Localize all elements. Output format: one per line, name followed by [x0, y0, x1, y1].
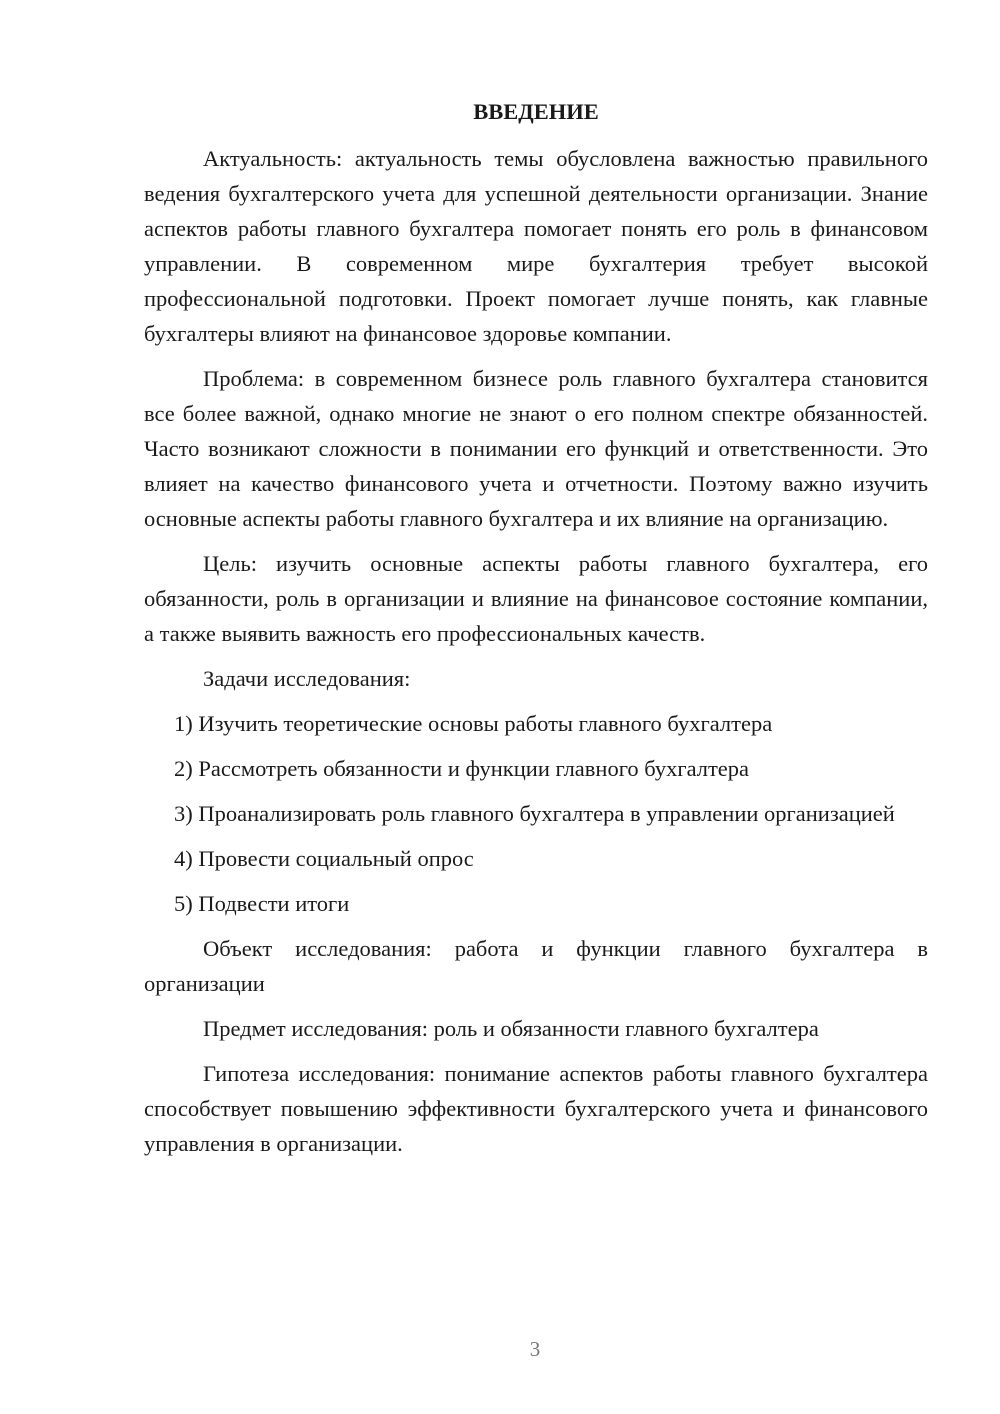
- task-item-4: 4) Провести социальный опрос: [174, 846, 474, 871]
- tasks-heading: Задачи исследования:: [203, 666, 411, 691]
- paragraph-relevance: Актуальность: актуальность темы обусловлена важностью правильного ведения бухгалтерского учета для успешной деятельности организации. Знание аспектов работы главного бухгалтера помогает понять его роль в финансовом управлении. В современном мире бухгалтерия требует высокой профессиональной подготовки. Проект помогает лучше понять, как главные бухгалтеры влияют на финансовое здоровье компании.: [144, 146, 928, 346]
- task-item-1: 1) Изучить теоретические основы работы главного бухгалтера: [174, 711, 773, 736]
- page-title: ВВЕДЕНИЕ: [473, 99, 599, 124]
- paragraph-problem: Проблема: в современном бизнесе роль главного бухгалтера становится все более важной, однако многие не знают о его полном спектре обязанностей. Часто возникают сложности в понимании его функций и ответственности. Это влияет на качество финансового учета и отчетности. Поэтому важно изучить основные аспекты работы главного бухгалтера и их влияние на организацию.: [144, 366, 928, 531]
- paragraph-subject: Предмет исследования: роль и обязанности главного бухгалтера: [203, 1016, 819, 1041]
- task-item-2: 2) Рассмотреть обязанности и функции главного бухгалтера: [174, 756, 750, 781]
- page-number: 3: [529, 1337, 541, 1361]
- paragraph-object: Объект исследования: работа и функции главного бухгалтера в организации: [144, 936, 928, 996]
- page-content: [144, 94, 928, 1171]
- paragraph-hypothesis: Гипотеза исследования: понимание аспектов работы главного бухгалтера способствует повышению эффективности бухгалтерского учета и финансового управления в организации.: [144, 1061, 928, 1156]
- task-item-3: 3) Проанализировать роль главного бухгалтера в управлении организацией: [174, 801, 895, 826]
- paragraph-goal: Цель: изучить основные аспекты работы главного бухгалтера, его обязанности, роль в организации и влияние на финансовое состояние компании, а также выявить важность его профессиональных качеств.: [144, 551, 928, 646]
- task-item-5: 5) Подвести итоги: [174, 891, 350, 916]
